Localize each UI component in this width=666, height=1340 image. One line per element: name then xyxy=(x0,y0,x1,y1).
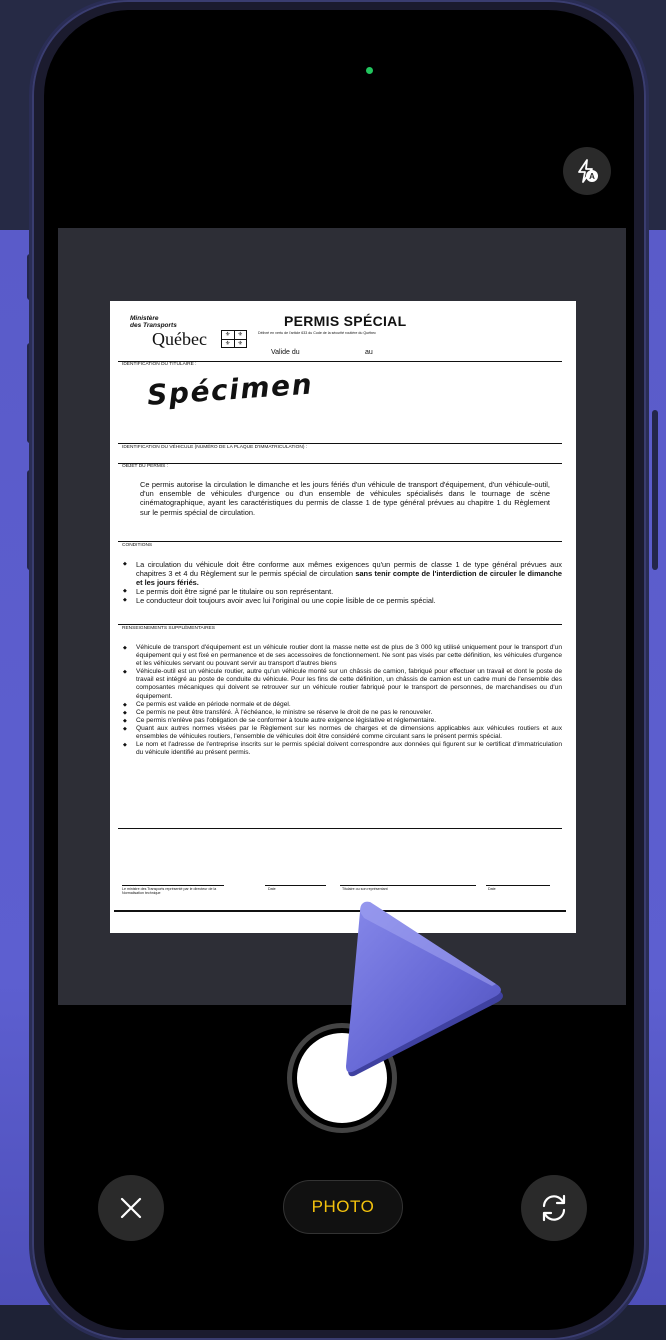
valid-to-label: au xyxy=(365,349,373,356)
divider xyxy=(118,443,562,444)
info-item: ◆ Ce permis est valide en période normale et de dégel. xyxy=(136,701,562,709)
pointer-arrow-icon xyxy=(340,898,510,1088)
divider xyxy=(118,624,562,625)
close-button[interactable] xyxy=(98,1175,164,1241)
sig-date-label: Date xyxy=(488,887,496,891)
signature-line xyxy=(265,885,326,886)
conditions-list xyxy=(122,560,562,605)
label-titulaire: IDENTIFICATION DU TITULAIRE : xyxy=(122,362,197,367)
flash-auto-icon xyxy=(574,158,600,184)
info-item: ◆ Véhicule-outil est un véhicule routier, autre qu'un véhicule monté sur un châssis de camion, fabriqué pour effectuer un travail et dont le poste de travail est intégré au poste de conduite du véhicule. Pour les fins de cette définition, un châssis de camion est un cadre muni de l'ensemble des composantes mécaniques qui doivent se retrouver sur un véhicule routier fabriqué pour le transport de personnes, de marchandises ou d'un équipement. xyxy=(136,668,562,700)
signature-line xyxy=(122,885,224,886)
info-item: ◆ Ce permis n'enlève pas l'obligation de se conformer à toute autre exigence législative et réglementaire. xyxy=(136,717,562,725)
signature-line xyxy=(486,885,550,886)
ministry-name: Ministère des Transports xyxy=(130,315,177,329)
quebec-wordmark: Québec xyxy=(152,329,207,349)
scanned-document xyxy=(110,301,576,933)
condition-item: ◆ La circulation du véhicule doit être conforme aux mêmes exigences qu'un permis de classe 1 de type général prévues aux chapitres 3 et 4 du Règlement sur le permis spécial de circulation sans tenir compte de l'interdiction de circuler le dimanche et les jours fériés. xyxy=(136,560,562,587)
condition-item: ◆ Le permis doit être signé par le titulaire ou son représentant. xyxy=(136,587,562,596)
valid-from-label: Valide du xyxy=(271,349,300,356)
photo-mode-button[interactable]: PHOTO xyxy=(283,1180,403,1234)
document-title: PERMIS SPÉCIAL xyxy=(284,313,407,329)
info-item: ◆ Quant aux autres normes visées par le Règlement sur les normes de charges et de dimensions applicables aux véhicules routiers et aux ensembles de véhicules routiers, l'ensemble de véhicules doit être considéré comme circulant sans le présent permis spécial. xyxy=(136,725,562,741)
renseignements-list xyxy=(122,644,562,757)
info-item: ◆ Le nom et l'adresse de l'entreprise inscrits sur le permis spécial doivent correspondre aux données qui figurent sur le certificat d'immatriculation du véhicule identifié au présent permis. xyxy=(136,741,562,757)
sig-titulaire-label: Titulaire ou son représentant xyxy=(342,887,388,891)
switch-camera-button[interactable] xyxy=(521,1175,587,1241)
specimen-text: Spécimen xyxy=(146,367,315,412)
condition-item: ◆ Le conducteur doit toujours avoir avec lui l'original ou une copie lisible de ce permis spécial. xyxy=(136,596,562,605)
flash-button[interactable] xyxy=(563,147,611,195)
label-vehicule: IDENTIFICATION DU VÉHICULE (NUMÉRO DE LA PLAQUE D'IMMATRICULATION) : xyxy=(122,445,308,450)
label-renseignements: RENSEIGNEMENTS SUPPLÉMENTAIRES xyxy=(122,626,215,631)
camera-indicator-dot xyxy=(366,67,373,74)
label-conditions: CONDITIONS xyxy=(122,543,153,548)
side-button-power xyxy=(652,410,658,570)
signature-line xyxy=(340,885,476,886)
divider xyxy=(118,541,562,542)
sig-date-label: Date xyxy=(268,887,276,891)
info-item: ◆ Ce permis ne peut être transféré. À l'échéance, le ministre se réserve le droit de ne pas le renouveler. xyxy=(136,709,562,717)
flash-mode-badge: A xyxy=(589,172,595,181)
switch-camera-icon xyxy=(537,1191,571,1225)
sig-minister-label: Le ministre des Transports représenté par le directeur de la Normalisation technique xyxy=(122,887,217,895)
divider xyxy=(118,828,562,829)
document-subtitle: Délivré en vertu de l'article 633 du Code de la sécurité routière du Québec xyxy=(258,331,376,335)
info-item: ◆ Véhicule de transport d'équipement est un véhicule routier dont la masse nette est de plus de 3 000 kg utilisé uniquement pour le transport d'un équipement qui y est fixé en permanence et de ses accessoires de fonctionnement. Ne sont pas visés par cette définition, les véhicules d'urgence et les véhicules servant ou pouvant servir au transport d'autres biens xyxy=(136,644,562,668)
divider xyxy=(118,463,562,464)
quebec-flag-logo: ⚜ ⚜ ⚜ ⚜ xyxy=(221,330,247,348)
objet-text: Ce permis autorise la circulation le dimanche et les jours fériés d'un véhicule de transport d'équipement, d'un véhicule-outil, d'un ensemble de véhicules d'urgence ou d'un ensemble de véhicules spécialisés dans le tournage de scène cinématographique, ayant les caractéristiques du permis de classe 1 de type général prévues au chapitre 1 du Règlement sur le permis spécial de circulation. xyxy=(140,480,550,517)
label-objet: OBJET DU PERMIS : xyxy=(122,464,169,469)
close-icon xyxy=(119,1196,143,1220)
